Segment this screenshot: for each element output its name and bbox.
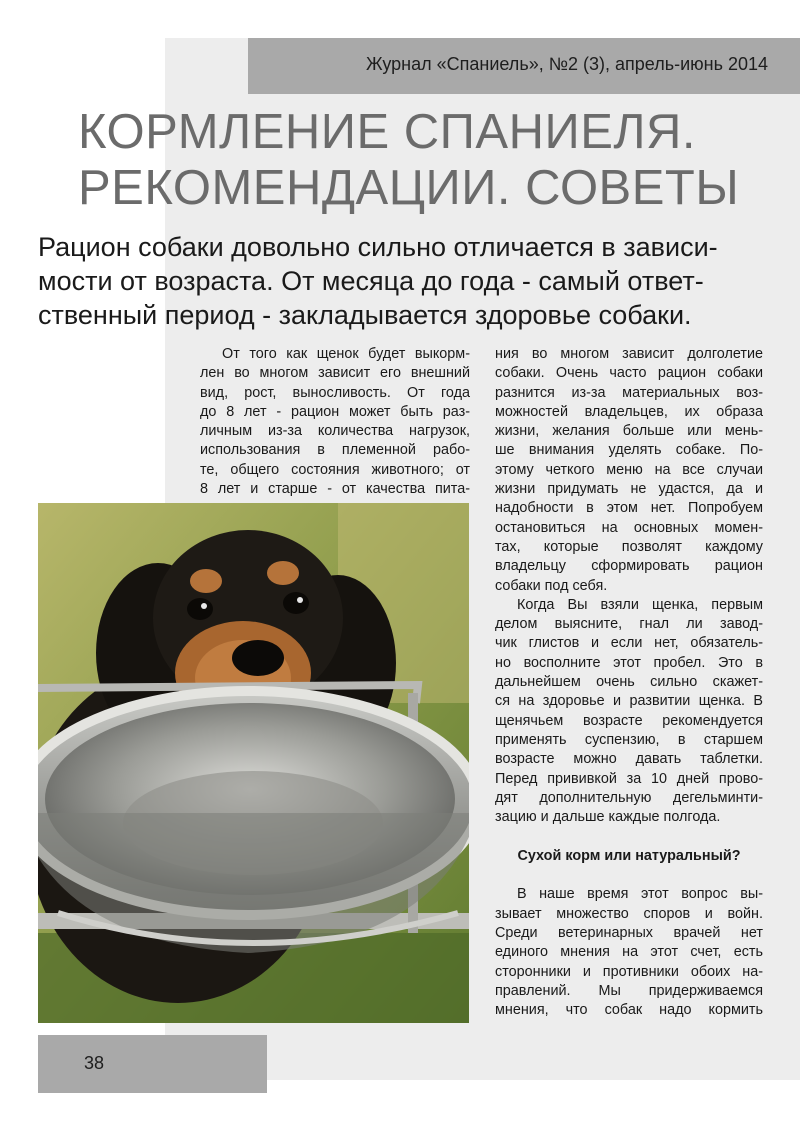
puppy-with-bowl-illustration [38,503,469,1023]
paragraph-gap [495,866,763,885]
section-subheading: Сухой корм или натуральный? [517,847,741,864]
lead-line: мости от возраста. От месяца до года - самый ответ- [38,266,704,296]
puppy-photo [38,503,469,1023]
text-line: возрасте можно давать таблетки. [495,751,763,768]
article-column-right [495,345,763,1020]
text-line: мнения, что собак надо кормить [495,1002,763,1019]
text-line: те, общего состояния животного; от [200,461,470,478]
text-line: чик глистов и если нет, обязатель- [495,635,763,652]
lead-paragraph [38,230,773,332]
paragraph-gap [495,827,763,846]
text-line: этому четкого меню на все случаи [495,461,763,478]
text-line: надобности в этом нет. Попробуем [495,500,763,517]
title-line: КОРМЛЕНИЕ СПАНИЕЛЯ. [78,105,697,159]
text-line: дят дополнительную дегельминти- [495,789,763,806]
page-number: 38 [84,1053,105,1073]
text-line: правлений. Мы придерживаемся [495,982,763,999]
text-line: можностей владельцев, их образа [495,403,763,420]
page-title [78,104,778,216]
text-line: Перед прививкой за 10 дней прово- [495,770,763,787]
lead-line: ственный период - закладывается здоровье собаки. [38,300,692,330]
text-line: личным из-за количества нагрузок, [200,423,470,440]
text-line: жизни, желания больше или мень- [495,423,763,440]
text-line: собаки под себя. [495,577,608,594]
text-line: 8 лет и старше - от качества пита- [200,481,470,498]
journal-header: Журнал «Спаниель», №2 (3), апрель-июнь 2014 [365,54,768,74]
title-line: РЕКОМЕНДАЦИИ. СОВЕТЫ [78,161,740,215]
article-column-left [200,345,470,499]
text-line: щенячьем возрасте рекомендуется [495,712,763,729]
text-line: зывает множество споров и войн. [495,905,763,922]
text-line: единого мнения на этот счет, есть [495,944,763,961]
page-number-box [38,1035,267,1093]
lead-line: Рацион собаки довольно сильно отличается в зависи- [38,232,718,262]
text-line: применять суспензию, в старшем [495,731,763,748]
text-line: жизни придумать не удастся, да и [495,481,763,498]
text-line: разнится из-за материальных воз- [495,384,763,401]
text-line: делом выясните, гнал ли завод- [495,616,763,633]
text-line: собаки. Очень часто рацион собаки [495,365,763,382]
text-line: зацию и дальше каждые полгода. [495,809,721,826]
text-line: ся на здоровье и развитии щенка. В [495,693,763,710]
text-line: В наше время этот вопрос вы- [517,886,763,903]
text-line: но восполните этот пробел. Это в [495,654,763,671]
text-line: до 8 лет - рацион может быть раз- [200,403,470,420]
text-line: сторонники и противники обоих на- [495,963,763,980]
text-line: От того как щенок будет выкорм- [222,346,470,362]
text-line: использования в племенной рабо- [200,442,470,459]
text-line: ния во многом зависит долголетие [495,346,763,362]
text-line: тах, которые позволят каждому [495,538,763,555]
text-line: вид, рост, выносливость. От года [200,384,470,401]
text-line: владельцу сформировать рацион [495,558,763,575]
text-line: дальнейшем очень сильно скажет- [495,674,763,691]
text-line: лен во многом зависит его внешний [200,365,470,382]
text-line: Среди ветеринарных врачей нет [495,924,763,941]
text-line: остановиться на основных момен- [495,519,763,536]
header-bar [248,38,800,94]
text-line: Когда Вы взяли щенка, первым [517,596,763,613]
text-line: ше внимания уделять собаке. По- [495,442,763,459]
